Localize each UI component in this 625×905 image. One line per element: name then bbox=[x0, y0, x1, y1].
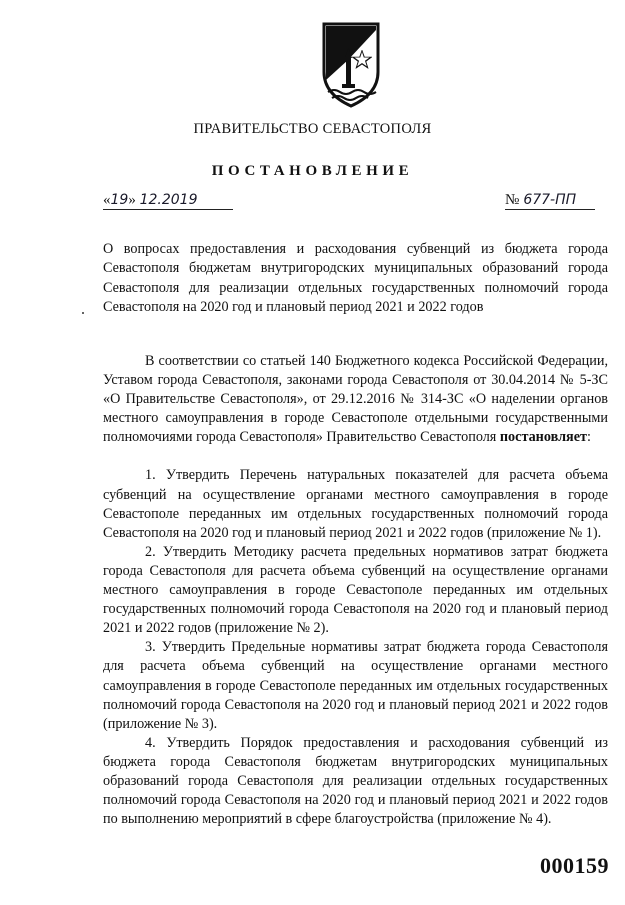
date-day: 19 bbox=[110, 192, 129, 208]
number-sign: № bbox=[505, 192, 520, 208]
preamble-text: В соответствии со статьей 140 Бюджетного кодекса Российской Федерации, Уставом города Севастополя, законами города Севастополя от 30.04.2014 № 5-ЗС «О Правительстве Севастополя», от 29.12.2016 № 314-ЗС «О наделении органов местного самоуправления в городе Севастополе отдельными государственными полномочиями города Севастополя» Правительство Севастополя bbox=[103, 353, 608, 446]
preamble-colon: : bbox=[586, 429, 591, 446]
date-month-year: 12.2019 bbox=[139, 192, 198, 208]
date-open-quote: « bbox=[103, 192, 111, 208]
decree-number bbox=[505, 191, 595, 210]
decree-body bbox=[103, 352, 608, 829]
item-3: 3. Утвердить Предельные нормативы затрат бюджета города Севастополя для расчета объема субвенций на осуществление органами местного самоуправления в городе Севастополе переданных им отдельных государственных полномочий города Севастополя на 2020 год и плановый период 2021 и 2022 годов (приложение № 3). bbox=[103, 639, 608, 732]
scan-speck bbox=[82, 312, 84, 314]
coat-of-arms-icon bbox=[318, 20, 384, 110]
item-4: 4. Утвердить Порядок предоставления и расходования субвенций из бюджета города Севастополя бюджетам внутригородских муниципальных образований города Севастополя для реализации отдельных государственных полномочий города Севастополя на 2020 год и плановый период 2021 и 2022 годов по выполнению мероприятий в сфере благоустройства (приложение № 4). bbox=[103, 734, 608, 828]
government-name: ПРАВИТЕЛЬСТВО СЕВАСТОПОЛЯ bbox=[193, 121, 432, 137]
decree-subject: О вопросах предоставления и расходования субвенций из бюджета города Севастополя бюджетам внутригородских муниципальных образований города Севастополя для реализации отдельных государственных полномочий города Севастополя на 2020 год и плановый период 2021 и 2022 годов bbox=[103, 241, 608, 315]
document-type-heading: ПОСТАНОВЛЕНИЕ bbox=[211, 163, 414, 179]
item-2: 2. Утвердить Методику расчета предельных нормативов затрат бюджета города Севастополя для расчета объема субвенций на осуществление органами местного самоуправления в городе Севастополе переданных им отдельных государственных полномочий города Севастополя на 2020 год и плановый период 2021 и 2022 годов (приложение № 2). bbox=[103, 543, 608, 637]
decree-date bbox=[103, 191, 233, 210]
preamble-paragraph bbox=[103, 352, 608, 447]
preamble-verb: постановляет bbox=[499, 429, 587, 446]
date-close-quote: » bbox=[128, 192, 136, 208]
item-1: 1. Утвердить Перечень натуральных показателей для расчета объема субвенций на осуществление органами местного самоуправления в городе Севастополе переданных им отдельных государственных полномочий города Севастополя на 2020 год и плановый период 2021 и 2022 годов (приложение № 1). bbox=[103, 467, 608, 541]
number-value: 677-ПП bbox=[523, 192, 577, 208]
serial-number: 000159 bbox=[540, 853, 609, 878]
